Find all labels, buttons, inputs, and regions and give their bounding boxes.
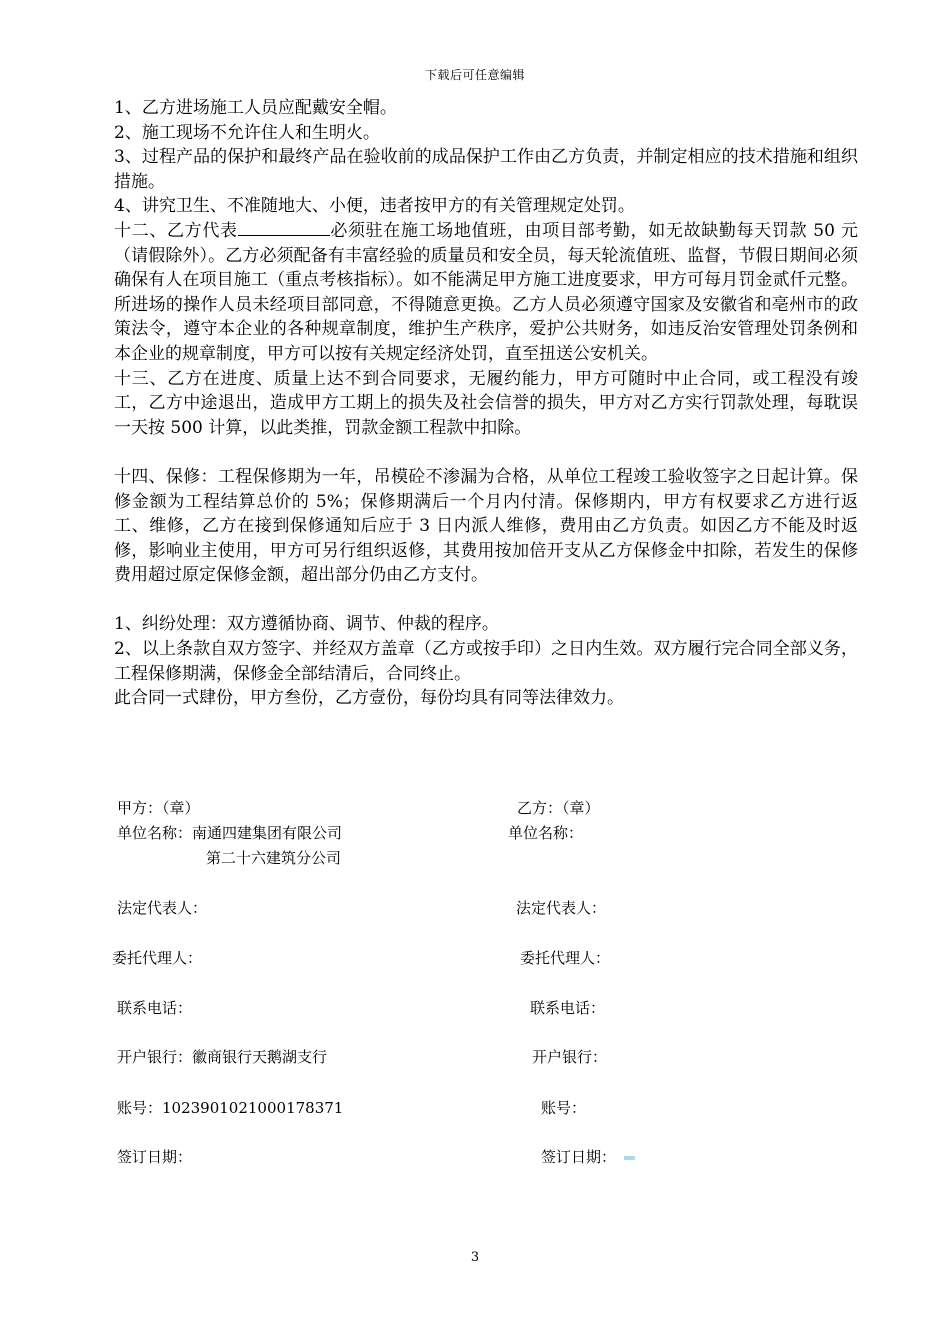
party-b-legal-rep: 法定代表人：: [516, 899, 607, 917]
text-cursor-highlight: [624, 1156, 635, 1160]
party-a-legal-rep: 法定代表人：: [117, 899, 208, 917]
party-a-label: 甲方：（章）: [117, 799, 200, 817]
representative-blank: [238, 221, 330, 236]
party-b-agent: 委托代理人：: [520, 949, 611, 967]
page-number: 3: [470, 1250, 480, 1265]
party-b-phone: 联系电话：: [530, 999, 606, 1017]
clause-13: 十三、乙方在进度、质量上达不到合同要求，无履约能力，甲方可随时中止合同，或工程没有竣工，乙方中途退出，造成甲方工期上的损失及社会信誉的损失，甲方对乙方实行罚款处理，每耽误一天按 500 计算，以此类推，罚款金额工程款中扣除。: [114, 368, 858, 438]
party-a-unit: 单位名称：南通四建集团有限公司: [117, 824, 343, 842]
party-b-date: 签订日期：: [541, 1148, 617, 1166]
effect-clause: 2、以上条款自双方签字、并经双方盖章（乙方或按手印）之日内生效。双方履行完合同全部义务，工程保修期满，保修金全部结清后，合同终止。: [114, 639, 858, 684]
party-b-unit: 单位名称：: [508, 824, 584, 842]
clause-line-1: 1、乙方进场施工人员应配戴安全帽。: [114, 98, 397, 118]
clause-12: [114, 219, 858, 367]
party-a-bank: 开户银行：徽商银行天鹅湖支行: [117, 1048, 328, 1066]
clause-line-2: 2、施工现场不允许住人和生明火。: [114, 122, 380, 143]
clause-14: 十四、保修：工程保修期为一年，吊模砼不渗漏为合格，从单位工程竣工验收签字之日起计算。保修金额为工程结算总价的 5%；保修期满后一个月内付清。保修期内，甲方有权要求乙方进行返工、维修，乙方在接到保修通知后应于 3 日内派人维修，费用由乙方负责。如因乙方不能及时返修，影响业主使用，甲方可另行组织返修，其费用按加倍开支从乙方保修金中扣除，若发生的保修费用超过原定保修金额，超出部分仍由乙方支付。: [114, 466, 858, 586]
clause-12-prefix: 十二、乙方代表: [114, 220, 238, 241]
party-a-account: 账号：1023901021000178371: [117, 1099, 344, 1117]
header-note: 下载后可任意编辑: [424, 68, 525, 82]
party-a-unit-line2: 第二十六建筑分公司: [206, 849, 342, 867]
paragraph-gap: [114, 440, 858, 465]
dispute-clause: 1、纠纷处理：双方遵循协商、调节、仲裁的程序。: [114, 614, 499, 635]
clause-12-text: 必须驻在施工场地值班，由项目部考勤，如无故缺勤每天罚款 50 元（请假除外）。乙方必须配备有丰富经验的质量员和安全员，每天轮流值班、监督，节假日期间必须确保有人在项目施工（重点考核指标）。如不能满足甲方施工进度要求，甲方可每月罚金贰仟元整。所进场的操作人员未经项目部同意，不得随意更换。乙方人员必须遵守国家及安徽省和亳州市的政策法令，遵守本企业的各种规章制度，维护生产秩序，爱护公共财务，如违反治安管理处罚条例和本企业的规章制度，甲方可以按有关规定经济处罚，直至扭送公安机关。: [114, 220, 858, 364]
clause-line-3: 3、过程产品的保护和最终产品在验收前的成品保护工作由乙方负责，并制定相应的技术措施和组织措施。: [114, 147, 858, 192]
party-a-date: 签订日期：: [117, 1148, 193, 1166]
paragraph-gap: [114, 588, 858, 613]
contract-body: [114, 96, 858, 711]
copies-clause: 此合同一式肆份，甲方叁份，乙方壹份，每份均具有同等法律效力。: [114, 688, 624, 709]
party-a-phone: 联系电话：: [117, 999, 193, 1017]
clause-line-4: 4、讲究卫生、不准随地大、小便，违者按甲方的有关管理规定处罚。: [114, 196, 635, 217]
party-b-account: 账号：: [541, 1099, 587, 1117]
party-b-bank: 开户银行：: [532, 1048, 608, 1066]
party-a-agent: 委托代理人：: [112, 949, 203, 967]
party-b-label: 乙方：（章）: [517, 799, 600, 817]
